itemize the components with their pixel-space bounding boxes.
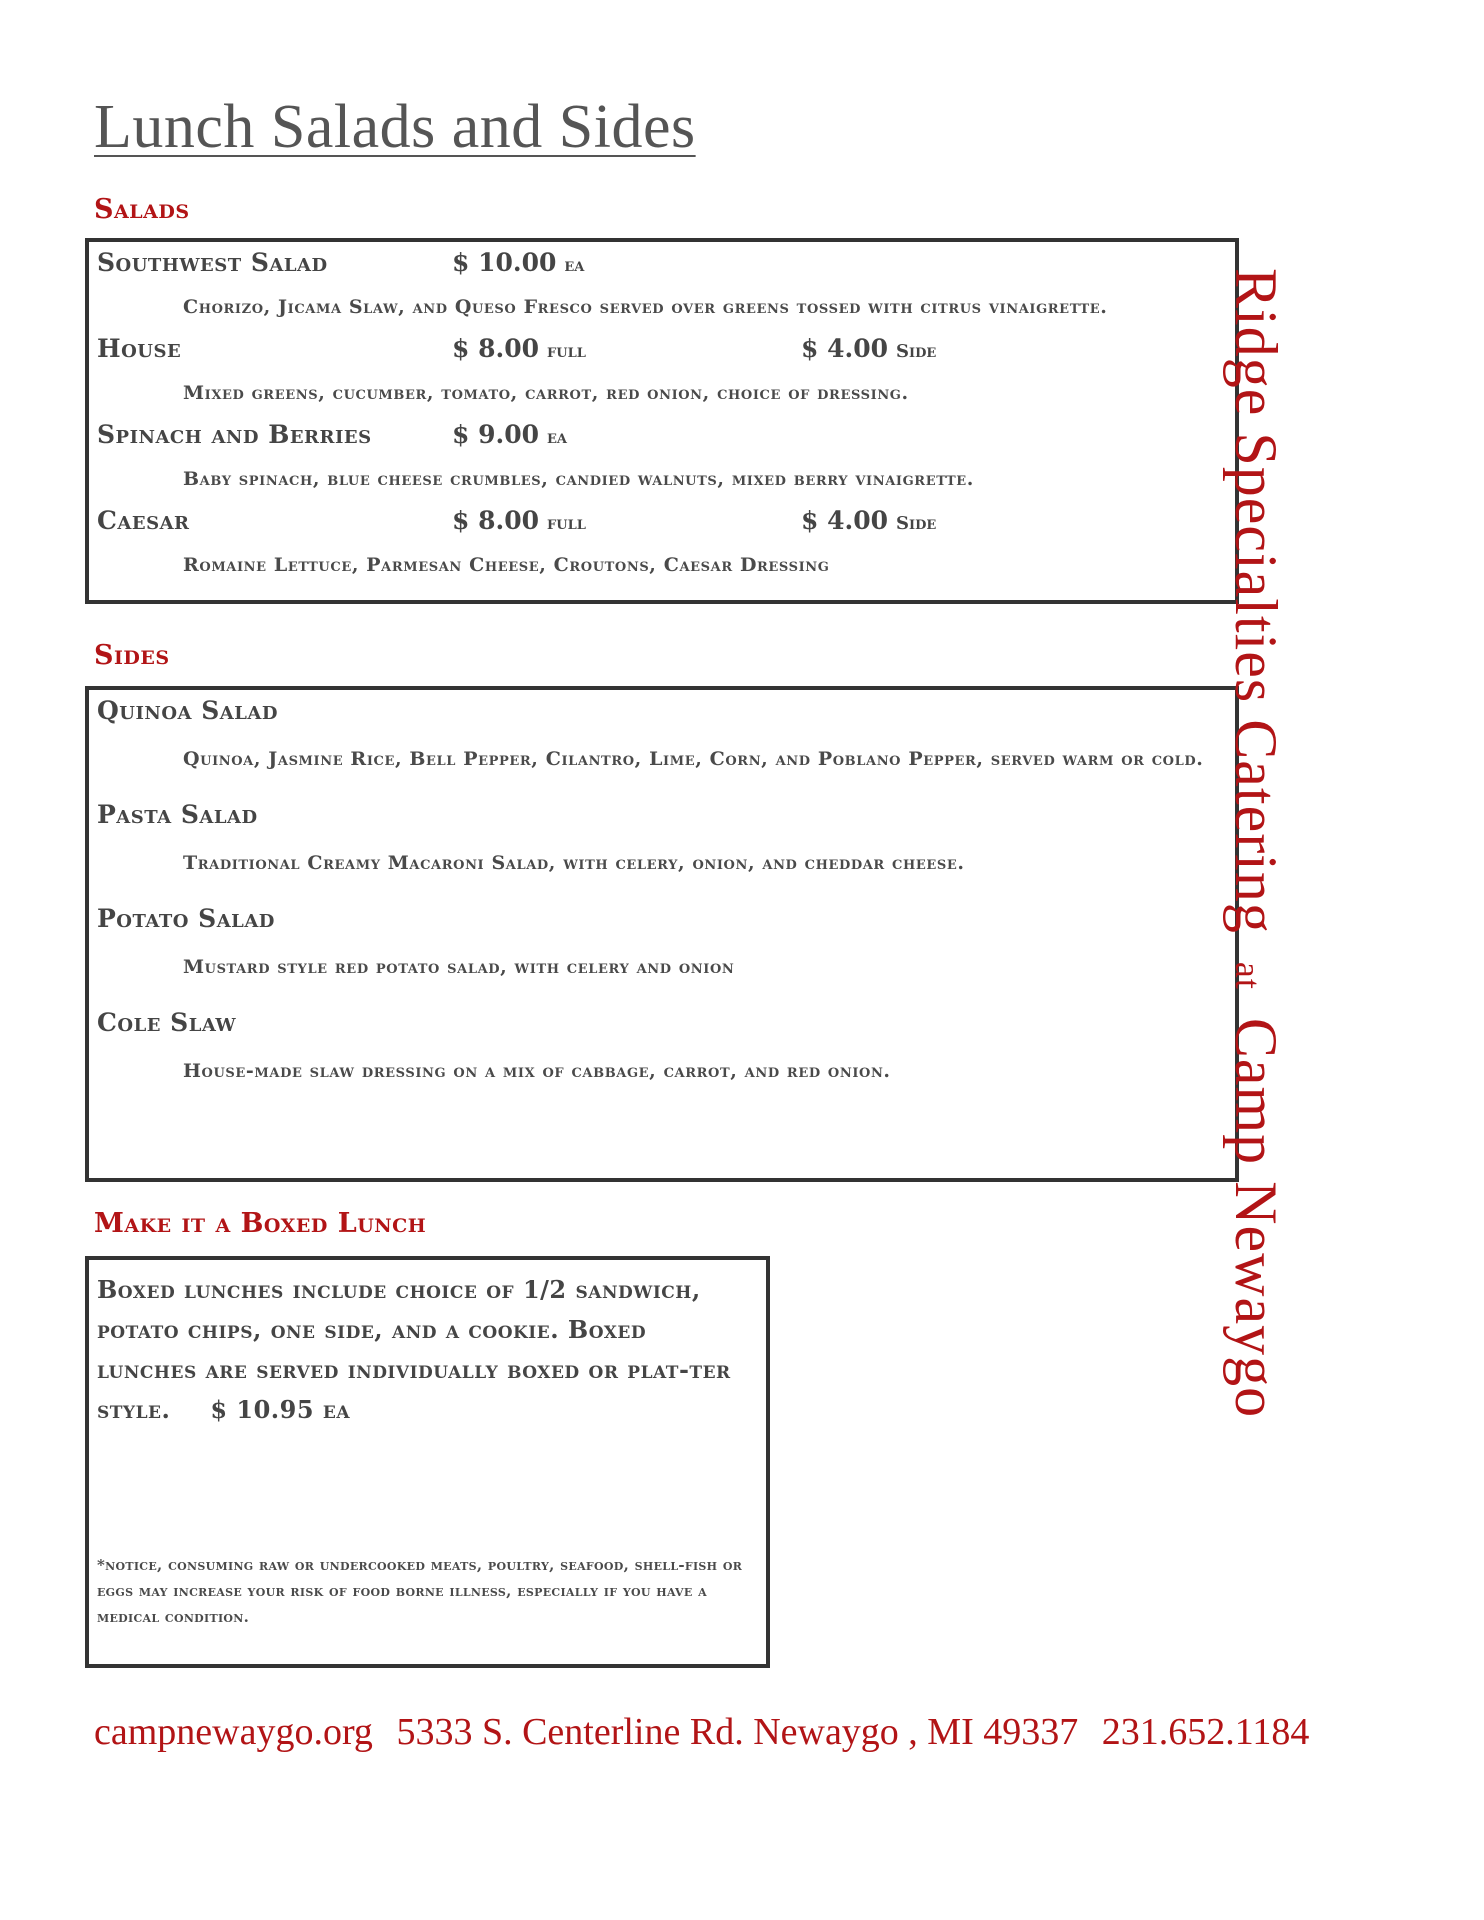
footer-phone: 231.652.1184 <box>1101 1711 1310 1753</box>
menu-item <box>89 242 1235 328</box>
item-price-full <box>452 334 586 363</box>
side-title-main: Ridge Specialties Catering <box>1223 268 1289 934</box>
footer-address: 5333 S. Centerline Rd. Newaygo , MI 49337 <box>396 1711 1079 1753</box>
item-description: Mixed greens, cucumber, tomato, carrot, red onion, choice of dressing. <box>183 382 909 404</box>
item-price-side <box>801 334 936 363</box>
price-unit: ea <box>564 255 585 276</box>
item-name: Cole Slaw <box>97 1008 237 1037</box>
price-unit: ea <box>547 427 567 448</box>
price-amount: $ 8.00 <box>452 334 539 363</box>
menu-item <box>89 328 1235 414</box>
price-unit: Side <box>896 341 937 362</box>
boxed-lunch-heading: Make it a Boxed Lunch <box>94 1208 427 1239</box>
item-description: Quinoa, Jasmine Rice, Bell Pepper, Cilantro, Lime, Corn, and Poblano Pepper, served warm or cold. <box>183 748 1204 770</box>
price-unit: full <box>547 341 586 362</box>
item-description: Chorizo, Jicama Slaw, and Queso Fresco served over greens tossed with citrus vinaigrette. <box>183 296 1108 318</box>
item-name: Pasta Salad <box>97 800 258 829</box>
salads-heading: Salads <box>94 194 190 225</box>
item-description: Traditional Creamy Macaroni Salad, with celery, onion, and cheddar cheese. <box>183 852 965 874</box>
boxed-lunch-price: $ 10.95 <box>210 1395 315 1424</box>
item-price-side <box>801 506 936 535</box>
price-amount: $ 8.00 <box>452 506 539 535</box>
footer <box>94 1710 1323 1754</box>
boxed-lunch-text: Boxed lunches include choice of 1/2 sandwich, potato chips, one side, and a cookie. Boxed lunches are served individually boxed or plat-ter style. <box>97 1275 731 1424</box>
item-description: Mustard style red potato salad, with celery and onion <box>183 956 735 978</box>
item-description: Baby spinach, blue cheese crumbles, candied walnuts, mixed berry vinaigrette. <box>183 468 975 490</box>
boxed-lunch-description <box>97 1270 742 1430</box>
salads-box <box>85 238 1239 604</box>
menu-item <box>89 690 1235 776</box>
boxed-lunch-unit: ea <box>322 1395 351 1424</box>
item-name: Quinoa Salad <box>97 696 278 725</box>
sides-heading: Sides <box>94 640 170 671</box>
item-price <box>452 248 584 277</box>
boxed-lunch-box <box>85 1256 770 1668</box>
menu-item <box>89 414 1235 500</box>
item-description: House-made slaw dressing on a mix of cabbage, carrot, and red onion. <box>183 1060 891 1082</box>
side-title-at: at <box>1228 961 1268 990</box>
menu-item <box>89 1002 1235 1088</box>
sides-box <box>85 686 1239 1182</box>
price-unit: full <box>547 513 586 534</box>
price-amount: $ 4.00 <box>801 506 888 535</box>
menu-item <box>89 500 1235 586</box>
item-name: Southwest Salad <box>97 248 328 277</box>
item-description: Romaine Lettuce, Parmesan Cheese, Croutons, Caesar Dressing <box>183 554 830 576</box>
price-amount: $ 10.00 <box>452 248 557 277</box>
menu-item <box>89 794 1235 880</box>
side-title-end: Camp Newaygo <box>1223 1017 1289 1419</box>
page-title: Lunch Salads and Sides <box>94 93 696 161</box>
item-price-full <box>452 506 586 535</box>
footer-website[interactable]: campnewaygo.org <box>94 1711 373 1753</box>
food-safety-notice: *notice, consuming raw or undercooked meats, poultry, seafood, shell-fish or eggs may increase your risk of food borne illness, especially if you have a medical condition. <box>97 1556 743 1626</box>
item-name: Potato Salad <box>97 904 275 933</box>
price-amount: $ 9.00 <box>452 420 539 449</box>
price-amount: $ 4.00 <box>801 334 888 363</box>
item-name: House <box>97 334 182 363</box>
item-price <box>452 420 567 449</box>
price-unit: Side <box>896 513 937 534</box>
menu-item <box>89 898 1235 984</box>
item-name: Caesar <box>97 506 190 535</box>
item-name: Spinach and Berries <box>97 420 372 449</box>
